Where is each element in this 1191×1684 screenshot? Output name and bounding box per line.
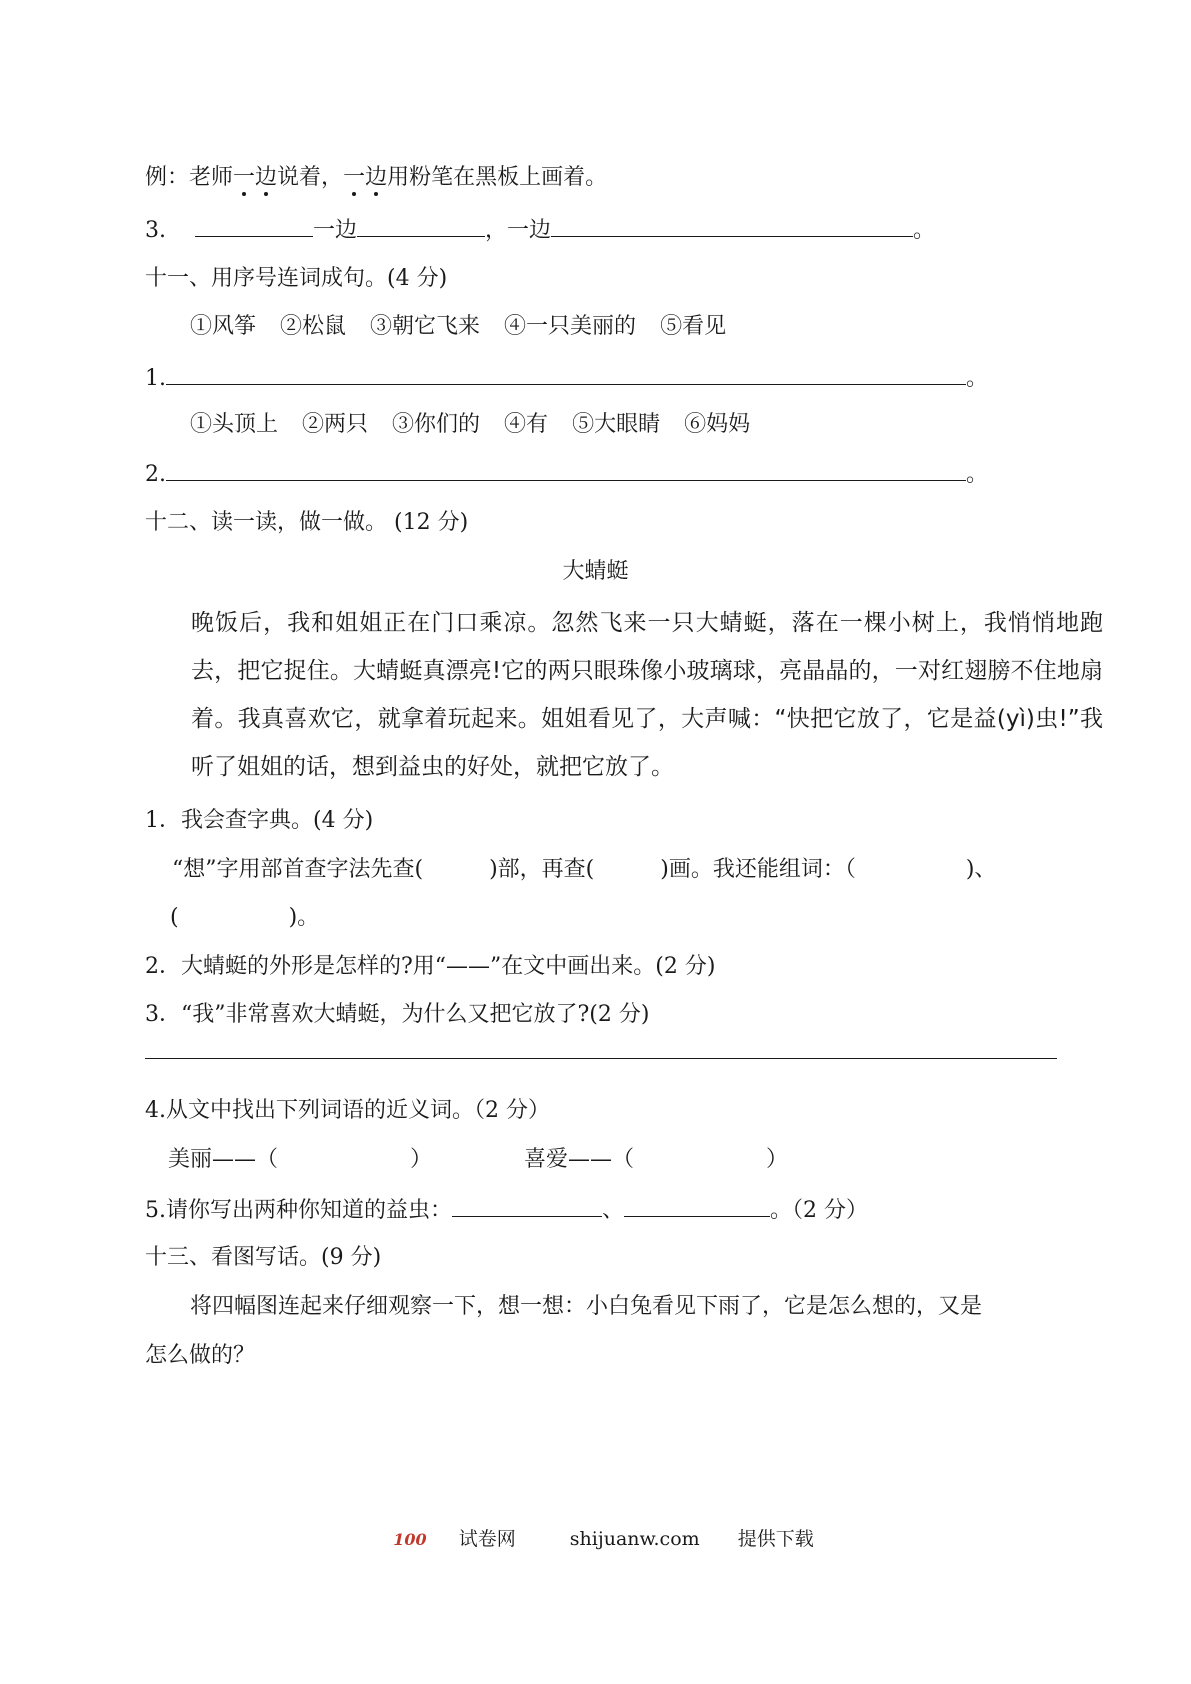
word-set-2: ①头顶上 ②两只 ③你们的 ④有 ⑤大眼睛 ⑥妈妈 (190, 412, 751, 437)
passage-text: 晚饭后，我和姐姐正在门口乘凉。忽然飞来一只大蜻蜓，落在一棵小树上，我悄悄地跑去，把它捉住。大蜻蜓真漂亮!它的两只眼珠像小玻璃球，亮晶晶的，一对红翅膀不住地扇着。我真喜欢它，就拿着玩起来。姐姐看见了，大声喊：“快把它放了，它是益(yì)虫!”我听了姐姐的话，想到益虫的好处，就把它放了。 (191, 610, 1103, 780)
answer-line-2: 2. 。 (145, 458, 988, 490)
passage-title: 大蜻蜓 (562, 559, 629, 584)
q2-text: 2．大蜻蜓的外形是怎样的?用“——”在文中画出来。(2 分) (145, 954, 716, 979)
answer-blank-2[interactable] (166, 458, 966, 481)
section-13-line-1: 将四幅图连起来仔细观察一下，想一想：小白兔看见下雨了，它是怎么想的，又是 (190, 1294, 983, 1319)
answer-blank-1[interactable] (166, 362, 966, 385)
q5-blank-2[interactable] (624, 1194, 770, 1217)
section-11-title: 十一、用序号连词成句。(4 分) (145, 266, 448, 291)
answer-line-1: 1. 。 (145, 362, 988, 394)
q1-line-2: ( )。 (170, 905, 320, 930)
q5-blank-1[interactable] (452, 1194, 602, 1217)
footer-domain[interactable]: shijuanw.com (569, 1528, 700, 1550)
logo-100: 100 (393, 1530, 427, 1549)
q5-line: 5.请你写出两种你知道的益虫： 、 。（2 分） (145, 1194, 868, 1226)
footer (0, 1524, 1191, 1551)
q4-item-b: 喜爱——（ ） (524, 1147, 789, 1172)
blank-2[interactable] (357, 214, 485, 237)
q3-answer-line[interactable] (145, 1058, 1057, 1059)
example-sentence: 例：老师一边说着，一边用粉笔在黑板上画着。 (145, 165, 608, 190)
q4-title: 4.从文中找出下列词语的近义词。（2 分） (145, 1098, 550, 1123)
q1-title: 1．我会查字典。(4 分) (145, 808, 374, 833)
footer-note: 提供下载 (737, 1528, 814, 1550)
q4-item-a: 美丽——（ ） (168, 1147, 433, 1172)
q3-fill-line: 3. 一边 ，一边 。 (145, 214, 935, 246)
word-set-1: ①风筝 ②松鼠 ③朝它飞来 ④一只美丽的 ⑤看见 (190, 314, 727, 339)
section-12-title: 十二、读一读，做一做。 (12 分) (145, 510, 469, 535)
blank-1[interactable] (195, 214, 313, 237)
q1-line-1: “想”字用部首查字法先查( )部，再查( )画。我还能组词：（ )、 (172, 857, 997, 882)
section-13-title: 十三、看图写话。(9 分) (145, 1245, 382, 1270)
footer-brand: 100 试卷网 (393, 1528, 516, 1550)
section-13-line-2: 怎么做的？ (145, 1343, 256, 1368)
blank-3[interactable] (551, 214, 913, 237)
q3-text: 3．“我”非常喜欢大蜻蜓，为什么又把它放了?(2 分) (145, 1002, 650, 1027)
